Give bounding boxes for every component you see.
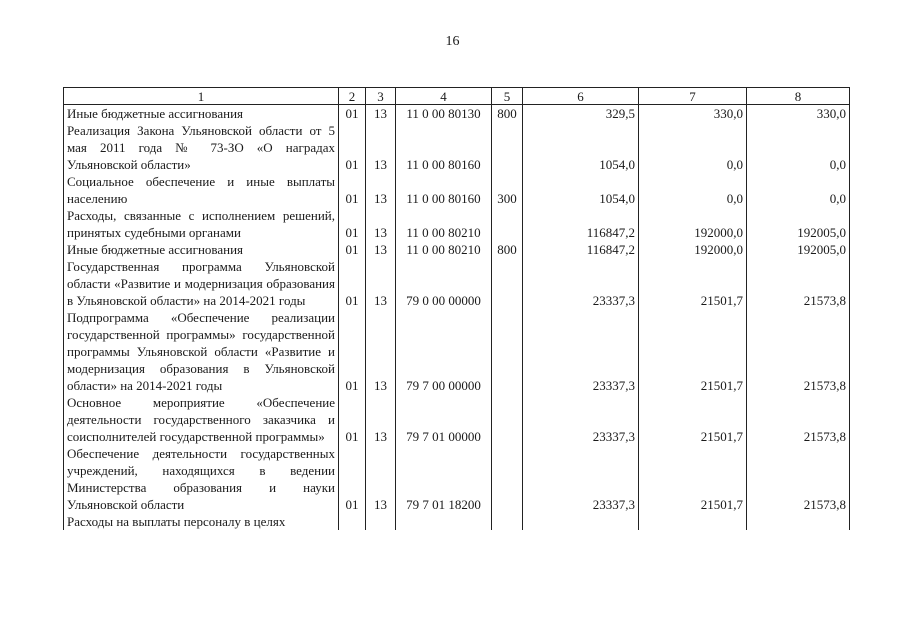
cell-expense-type: 300 [492, 173, 523, 207]
item-name: Расходы на выплаты персоналу в целях [64, 513, 339, 530]
table-row [64, 445, 850, 513]
column-header: 8 [747, 88, 850, 105]
cell-section: 01 [339, 173, 366, 207]
cell-amount-2: 330,0 [639, 105, 747, 123]
cell-amount-3: 330,0 [747, 105, 850, 123]
cell-amount-2: 21501,7 [639, 309, 747, 394]
cell-expense-type [492, 207, 523, 241]
cell-amount-3: 21573,8 [747, 309, 850, 394]
cell-subsection: 13 [366, 207, 396, 241]
column-header: 5 [492, 88, 523, 105]
column-header: 2 [339, 88, 366, 105]
column-header: 4 [396, 88, 492, 105]
cell-subsection: 13 [366, 105, 396, 123]
table-row [64, 394, 850, 445]
header-row [64, 88, 850, 105]
cell-expense-type: 800 [492, 105, 523, 123]
cell-expense-type [492, 122, 523, 173]
cell-section: 01 [339, 258, 366, 309]
cell-subsection: 13 [366, 122, 396, 173]
table-row [64, 241, 850, 258]
cell-section: 01 [339, 105, 366, 123]
cell-amount-3: 192005,0 [747, 241, 850, 258]
cell-amount-2: 192000,0 [639, 241, 747, 258]
cell-amount-2: 21501,7 [639, 394, 747, 445]
cell-target-article: 79 0 00 00000 [396, 258, 492, 309]
cell-amount-2: 21501,7 [639, 258, 747, 309]
column-header: 1 [64, 88, 339, 105]
page-number: 16 [445, 34, 460, 49]
item-name: Расходы, связанные с исполнением решений, принятых судебными органами [64, 207, 339, 241]
cell-section: 01 [339, 207, 366, 241]
item-name: Основное мероприятие «Обеспечение деятельности государственного заказчика и соисполнителей государственной программы» [64, 394, 339, 445]
cell-subsection: 13 [366, 173, 396, 207]
table-row [64, 513, 850, 530]
cell-amount-2: 192000,0 [639, 207, 747, 241]
item-name: Иные бюджетные ассигнования [64, 241, 339, 258]
cell-amount-3 [747, 513, 850, 530]
cell-amount-1: 116847,2 [523, 207, 639, 241]
cell-expense-type [492, 445, 523, 513]
cell-amount-1: 329,5 [523, 105, 639, 123]
cell-amount-3: 21573,8 [747, 394, 850, 445]
cell-expense-type [492, 258, 523, 309]
cell-section: 01 [339, 309, 366, 394]
cell-amount-3: 0,0 [747, 122, 850, 173]
cell-subsection: 13 [366, 309, 396, 394]
cell-target-article: 11 0 00 80210 [396, 241, 492, 258]
cell-subsection: 13 [366, 241, 396, 258]
item-name: Реализация Закона Ульяновской области от 5 мая 2011 года № 73-ЗО «О наградах Ульяновской области» [64, 122, 339, 173]
table-row [64, 122, 850, 173]
cell-section: 01 [339, 445, 366, 513]
cell-section [339, 513, 366, 530]
item-name: Государственная программа Ульяновской области «Развитие и модернизация образования в Ульяновской области» на 2014-2021 годы [64, 258, 339, 309]
budget-table [63, 87, 850, 530]
column-header: 3 [366, 88, 396, 105]
cell-subsection [366, 513, 396, 530]
item-name: Иные бюджетные ассигнования [64, 105, 339, 123]
cell-expense-type [492, 394, 523, 445]
cell-target-article: 11 0 00 80210 [396, 207, 492, 241]
cell-amount-3: 21573,8 [747, 258, 850, 309]
cell-amount-3: 0,0 [747, 173, 850, 207]
cell-section: 01 [339, 122, 366, 173]
cell-amount-1: 23337,3 [523, 258, 639, 309]
item-name: Обеспечение деятельности государственных учреждений, находящихся в ведении Министерства образования и науки Ульяновской области [64, 445, 339, 513]
item-name: Подпрограмма «Обеспечение реализации государственной программы» государственной программы Ульяновской области «Развитие и модернизация образования в Ульяновской области» на 2014-2021 годы [64, 309, 339, 394]
cell-amount-2: 0,0 [639, 173, 747, 207]
table-row [64, 207, 850, 241]
cell-section: 01 [339, 241, 366, 258]
column-header: 6 [523, 88, 639, 105]
cell-amount-2: 0,0 [639, 122, 747, 173]
cell-amount-1: 1054,0 [523, 122, 639, 173]
cell-amount-1: 23337,3 [523, 445, 639, 513]
cell-target-article [396, 513, 492, 530]
cell-expense-type [492, 513, 523, 530]
cell-target-article: 79 7 01 18200 [396, 445, 492, 513]
cell-target-article: 11 0 00 80130 [396, 105, 492, 123]
table-row [64, 258, 850, 309]
cell-amount-2 [639, 513, 747, 530]
cell-target-article: 11 0 00 80160 [396, 173, 492, 207]
item-name: Социальное обеспечение и иные выплаты населению [64, 173, 339, 207]
cell-amount-3: 192005,0 [747, 207, 850, 241]
cell-amount-1 [523, 513, 639, 530]
cell-subsection: 13 [366, 394, 396, 445]
cell-expense-type [492, 309, 523, 394]
cell-subsection: 13 [366, 258, 396, 309]
cell-amount-1: 23337,3 [523, 309, 639, 394]
cell-amount-3: 21573,8 [747, 445, 850, 513]
cell-expense-type: 800 [492, 241, 523, 258]
cell-amount-1: 116847,2 [523, 241, 639, 258]
table-row [64, 173, 850, 207]
table-row [64, 309, 850, 394]
table-row [64, 105, 850, 123]
cell-section: 01 [339, 394, 366, 445]
cell-target-article: 79 7 00 00000 [396, 309, 492, 394]
cell-subsection: 13 [366, 445, 396, 513]
cell-amount-1: 1054,0 [523, 173, 639, 207]
cell-target-article: 79 7 01 00000 [396, 394, 492, 445]
cell-amount-1: 23337,3 [523, 394, 639, 445]
cell-target-article: 11 0 00 80160 [396, 122, 492, 173]
cell-amount-2: 21501,7 [639, 445, 747, 513]
column-header: 7 [639, 88, 747, 105]
